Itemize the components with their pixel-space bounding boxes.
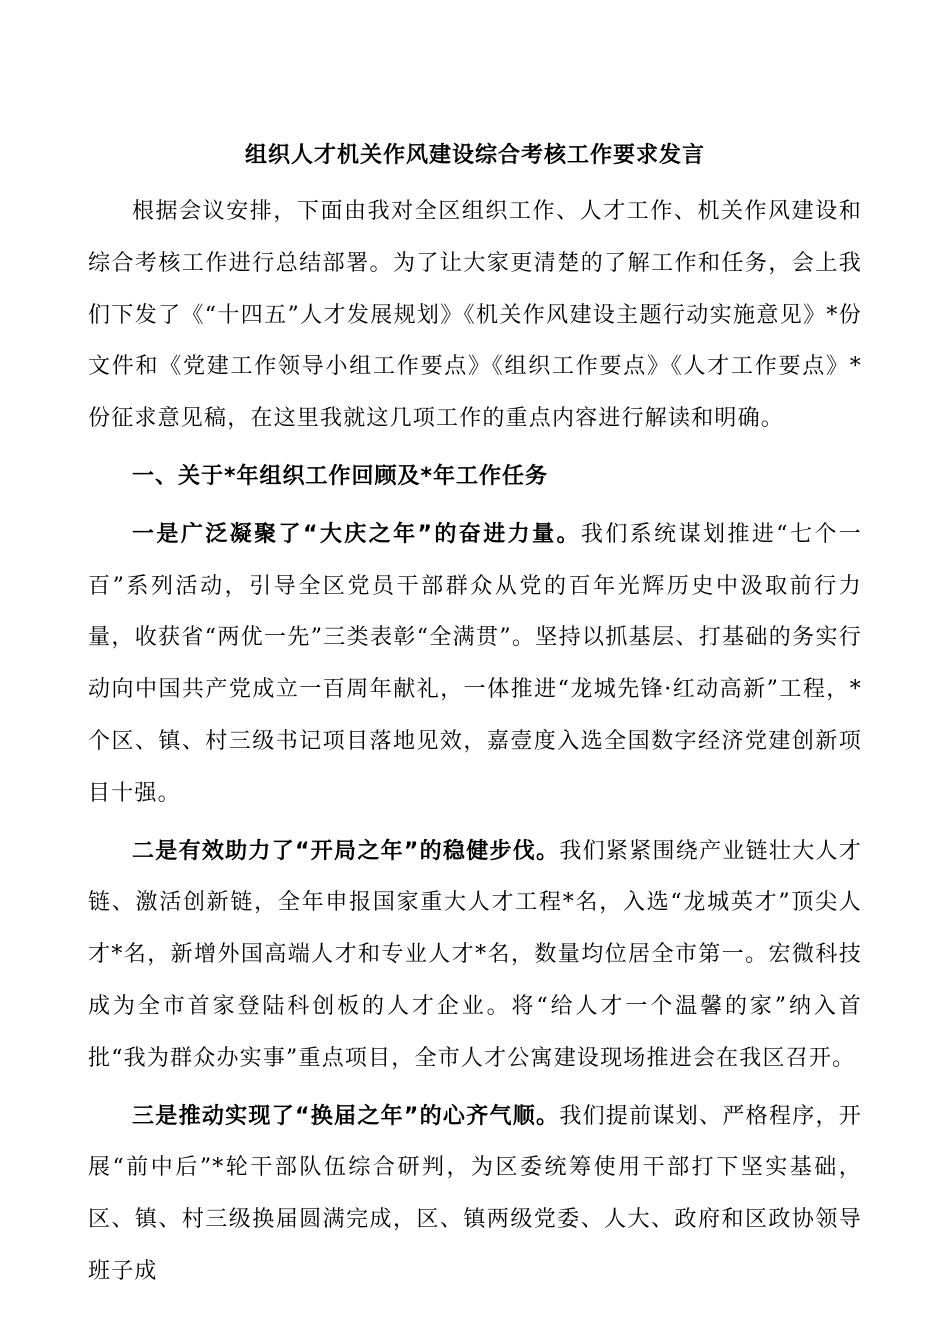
section-heading: 一、关于*年组织工作回顾及*年工作任务 <box>132 463 549 489</box>
document-page <box>88 126 862 1304</box>
item-lead: 一是广泛凝聚了“大庆之年”的奋进力量。 <box>132 521 581 547</box>
item-paragraph-2 <box>88 826 862 1085</box>
item-text: 我们提前谋划、严格程序，开展“前中后”*轮干部队伍综合研判，为区委统筹使用干部打下坚实基础，区、镇、村三级换届圆满完成，区、镇两级党委、人大、政府和区政协领导班子成 <box>88 1103 862 1284</box>
intro-paragraph: 根据会议安排，下面由我对全区组织工作、人才工作、机关作风建设和综合考核工作进行总结部署。为了让大家更清楚的了解工作和任务，会上我们下发了《“十四五”人才发展规划》《机关作风建设主题行动实施意见》*份文件和《党建工作领导小组工作要点》《组织工作要点》《人才工作要点》*份征求意见稿，在这里我就这几项工作的重点内容进行解读和明确。 <box>88 199 862 432</box>
item-text: 我们系统谋划推进“七个一百”系列活动，引导全区党员干部群众从党的百年光辉历史中汲取前行力量，收获省“两优一先”三类表彰“全满贯”。坚持以抓基层、打基础的务实行动向中国共产党成立一百周年献礼，一体推进“龙城先锋·红动高新”工程，*个区、镇、村三级书记项目落地见效，嘉壹度入选全国数字经济党建创新项目十强。 <box>88 521 862 806</box>
item-paragraph-1 <box>88 509 862 820</box>
item-paragraph-3 <box>88 1091 862 1298</box>
item-lead: 三是推动实现了“换届之年”的心齐气顺。 <box>132 1103 560 1129</box>
document-title: 组织人才机关作风建设综合考核工作要求发言 <box>244 143 705 168</box>
item-lead: 二是有效助力了“开局之年”的稳健步伐。 <box>132 838 560 864</box>
item-text: 我们紧紧围绕产业链壮大人才链、激活创新链，全年申报国家重大人才工程*名，入选“龙城英才”顶尖人才*名，新增外国高端人才和专业人才*名，数量均位居全市第一。宏微科技成为全市首家登陆科创板的人才企业。将“给人才一个温馨的家”纳入首批“我为群众办实事”重点项目，全市人才公寓建设现场推进会在我区召开。 <box>88 838 862 1071</box>
